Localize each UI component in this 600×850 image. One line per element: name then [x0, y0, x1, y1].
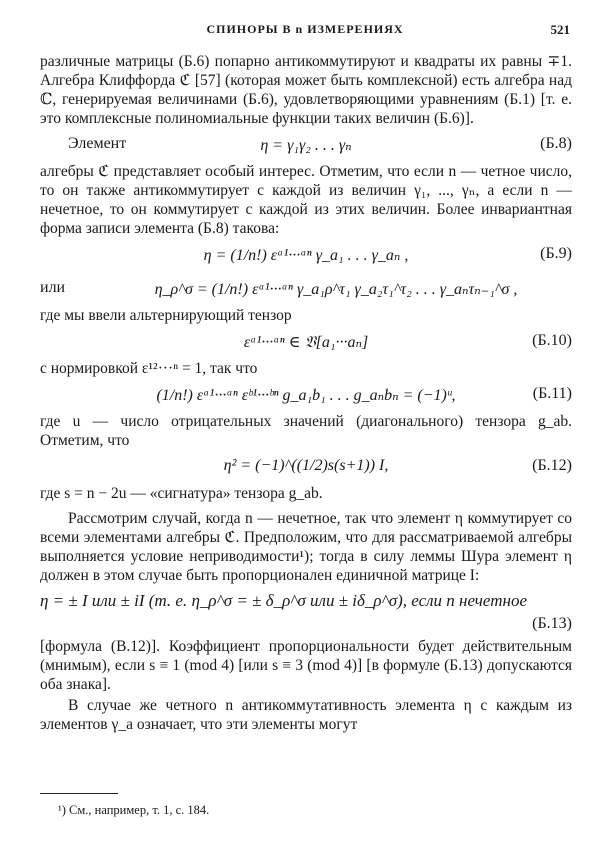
equation-number: (Б.10)	[532, 332, 572, 349]
paragraph: где мы ввели альтернирующий тензор	[40, 307, 292, 324]
equation-b9-index	[40, 272, 572, 306]
paragraph: Рассмотрим случай, когда n — нечетное, так что элемент η коммутирует со всеми элементами алгебры ℭ. Предположим, что для рассматриваемой алгебры выполняется условие неприводимости¹); тогда в силу леммы Шура элемент η должен в этом случае быть пропорционален единичной матрице I:	[40, 510, 572, 584]
or-label: или	[40, 279, 66, 296]
element-label: Элемент	[68, 135, 127, 152]
paragraph: где u — число отрицательных значений (диагонального) тензора g_ab. Отметим, что	[40, 413, 572, 449]
equation-b11	[40, 378, 572, 412]
equation-number: (Б.13)	[532, 615, 572, 632]
running-title: СПИНОРЫ В n ИЗМЕРЕНИЯХ	[206, 22, 404, 36]
equation-number: (Б.11)	[532, 385, 572, 402]
paragraph: В случае же четного n антикоммутативность элемента η с каждым из элементов γ_a означает, что эти элементы могут	[40, 697, 572, 733]
equation-number: (Б.8)	[540, 135, 572, 152]
paragraph: алгебры ℭ представляет особый интерес. Отметим, что если n — четное число, то он также антикоммутирует с каждой из величин γ₁, ..., γₙ, а если n — нечетное, то он коммутирует с каждой из этих величин. Более инвариантная форма записи элемента (Б.8) такова:	[40, 163, 572, 237]
page-number: 521	[550, 22, 570, 37]
equation-math: η_ρ^σ = (1/n!) εᵃ¹···ᵃⁿ γ_a₁ρ^τ₁ γ_a₂τ₁^τ₂ . . . γ_aₙτₙ₋₁^σ ,	[154, 281, 518, 298]
page-header	[40, 22, 570, 40]
equation-b8	[40, 128, 572, 162]
paragraph: где s = n − 2u — «сигнатура» тензора g_ab.	[40, 485, 323, 502]
equation-math: η = ± I или ± iI (т. е. η_ρ^σ = ± δ_ρ^σ или ± iδ_ρ^σ), если n нечетное	[40, 591, 527, 610]
page-body	[40, 52, 572, 734]
footnote: ¹) См., например, т. 1, с. 184.	[58, 803, 210, 817]
equation-b9	[40, 238, 572, 272]
equation-b13	[40, 589, 572, 615]
equation-number: (Б.9)	[540, 245, 572, 262]
paragraph: различные матрицы (Б.6) попарно антикоммутируют и квадраты их равны ∓1. Алгебра Клиффорда ℭ [57] (которая может быть комплексной) есть алгебра над ℂ, генерируемая величинами (Б.6), удовлетворяющими уравнениям (Б.1) [т. е. это комплексные полиномиальные функции таких величин (Б.6)].	[40, 53, 572, 127]
equation-math: η = (1/n!) εᵃ¹···ᵃⁿ γ_a₁ . . . γ_aₙ ,	[203, 247, 409, 264]
equation-math: η = γ₁γ₂ . . . γₙ	[260, 137, 352, 154]
equation-b12	[40, 450, 572, 484]
paragraph: с нормировкой ε¹²···ⁿ = 1, так что	[40, 360, 258, 377]
equation-math: εᵃ¹···ᵃⁿ ∈ 𝔙[a₁···aₙ]	[243, 334, 369, 351]
equation-math: η² = (−1)^((1/2)s(s+1)) I,	[223, 457, 389, 474]
equation-number: (Б.12)	[532, 457, 572, 474]
paragraph: [формула (В.12)]. Коэффициент пропорциональности будет действительным (мнимым), если s ≡ 1 (mod 4) [или s ≡ 3 (mod 4)] [в формуле (Б.13) допускаются оба знака].	[40, 638, 572, 693]
equation-math: (1/n!) εᵃ¹···ᵃⁿ εᵇ¹···ᵇⁿ g_a₁b₁ . . . g_aₙbₙ = (−1)ᵘ,	[156, 387, 456, 404]
equation-b10	[40, 325, 572, 359]
footnote-rule	[40, 793, 118, 794]
